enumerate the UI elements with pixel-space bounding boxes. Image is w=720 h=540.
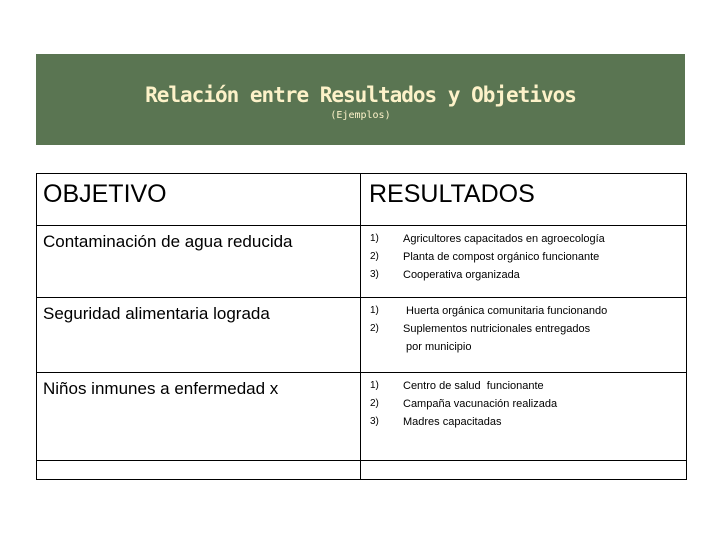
objective-cell (37, 372, 361, 460)
result-number: 3) (370, 415, 379, 427)
result-text: Suplementos nutricionales entregados (403, 323, 591, 336)
results-list (361, 298, 686, 356)
result-text: Centro de salud funcionante (403, 379, 544, 392)
results-list (361, 226, 686, 284)
result-text: Planta de compost orgánico funcionante (403, 251, 600, 264)
page-title: Relación entre Resultados y Objetivos (145, 83, 576, 107)
table-footer-row (37, 460, 687, 479)
list-item (361, 377, 686, 395)
list-item (361, 266, 686, 284)
table-row (37, 298, 687, 372)
objective-text: Niños inmunes a enfermedad x (43, 378, 279, 398)
result-number: 1) (370, 379, 379, 391)
result-text: Madres capacitadas (403, 415, 502, 428)
result-number: 3) (370, 269, 379, 281)
result-text: Campaña vacunación realizada (403, 397, 558, 410)
table-row (37, 226, 687, 298)
result-text: Cooperativa organizada (403, 269, 520, 282)
results-list (361, 373, 686, 431)
result-number: 1) (370, 233, 379, 245)
list-item (361, 395, 686, 413)
column-header-objetivo: OBJETIVO (37, 174, 361, 226)
footer-cell (37, 460, 361, 479)
result-number: 1) (370, 305, 379, 317)
result-number: 2) (370, 323, 379, 335)
result-text: por municipio (403, 341, 472, 354)
list-item (361, 302, 686, 320)
objective-cell (37, 298, 361, 372)
objective-text: Contaminación de agua reducida (43, 232, 293, 252)
footer-cell (361, 460, 687, 479)
objectives-results-table (36, 173, 687, 480)
table-row (37, 372, 687, 460)
results-cell (361, 298, 687, 372)
column-header-resultados: RESULTADOS (361, 174, 687, 226)
list-item (361, 248, 686, 266)
results-cell (361, 372, 687, 460)
result-number: 2) (370, 251, 379, 263)
objective-text: Seguridad alimentaria lograda (43, 304, 270, 324)
results-cell (361, 226, 687, 298)
list-item (361, 230, 686, 248)
table-header-row (37, 174, 687, 226)
page-subtitle: (Ejemplos) (330, 110, 391, 121)
title-banner (36, 54, 685, 145)
list-item (361, 338, 686, 356)
objective-cell (37, 226, 361, 298)
result-text: Huerta orgánica comunitaria funcionando (403, 305, 608, 318)
result-number (361, 338, 403, 356)
list-item (361, 413, 686, 431)
list-item (361, 320, 686, 338)
result-number: 2) (370, 397, 379, 409)
result-text: Agricultores capacitados en agroecología (403, 233, 605, 246)
